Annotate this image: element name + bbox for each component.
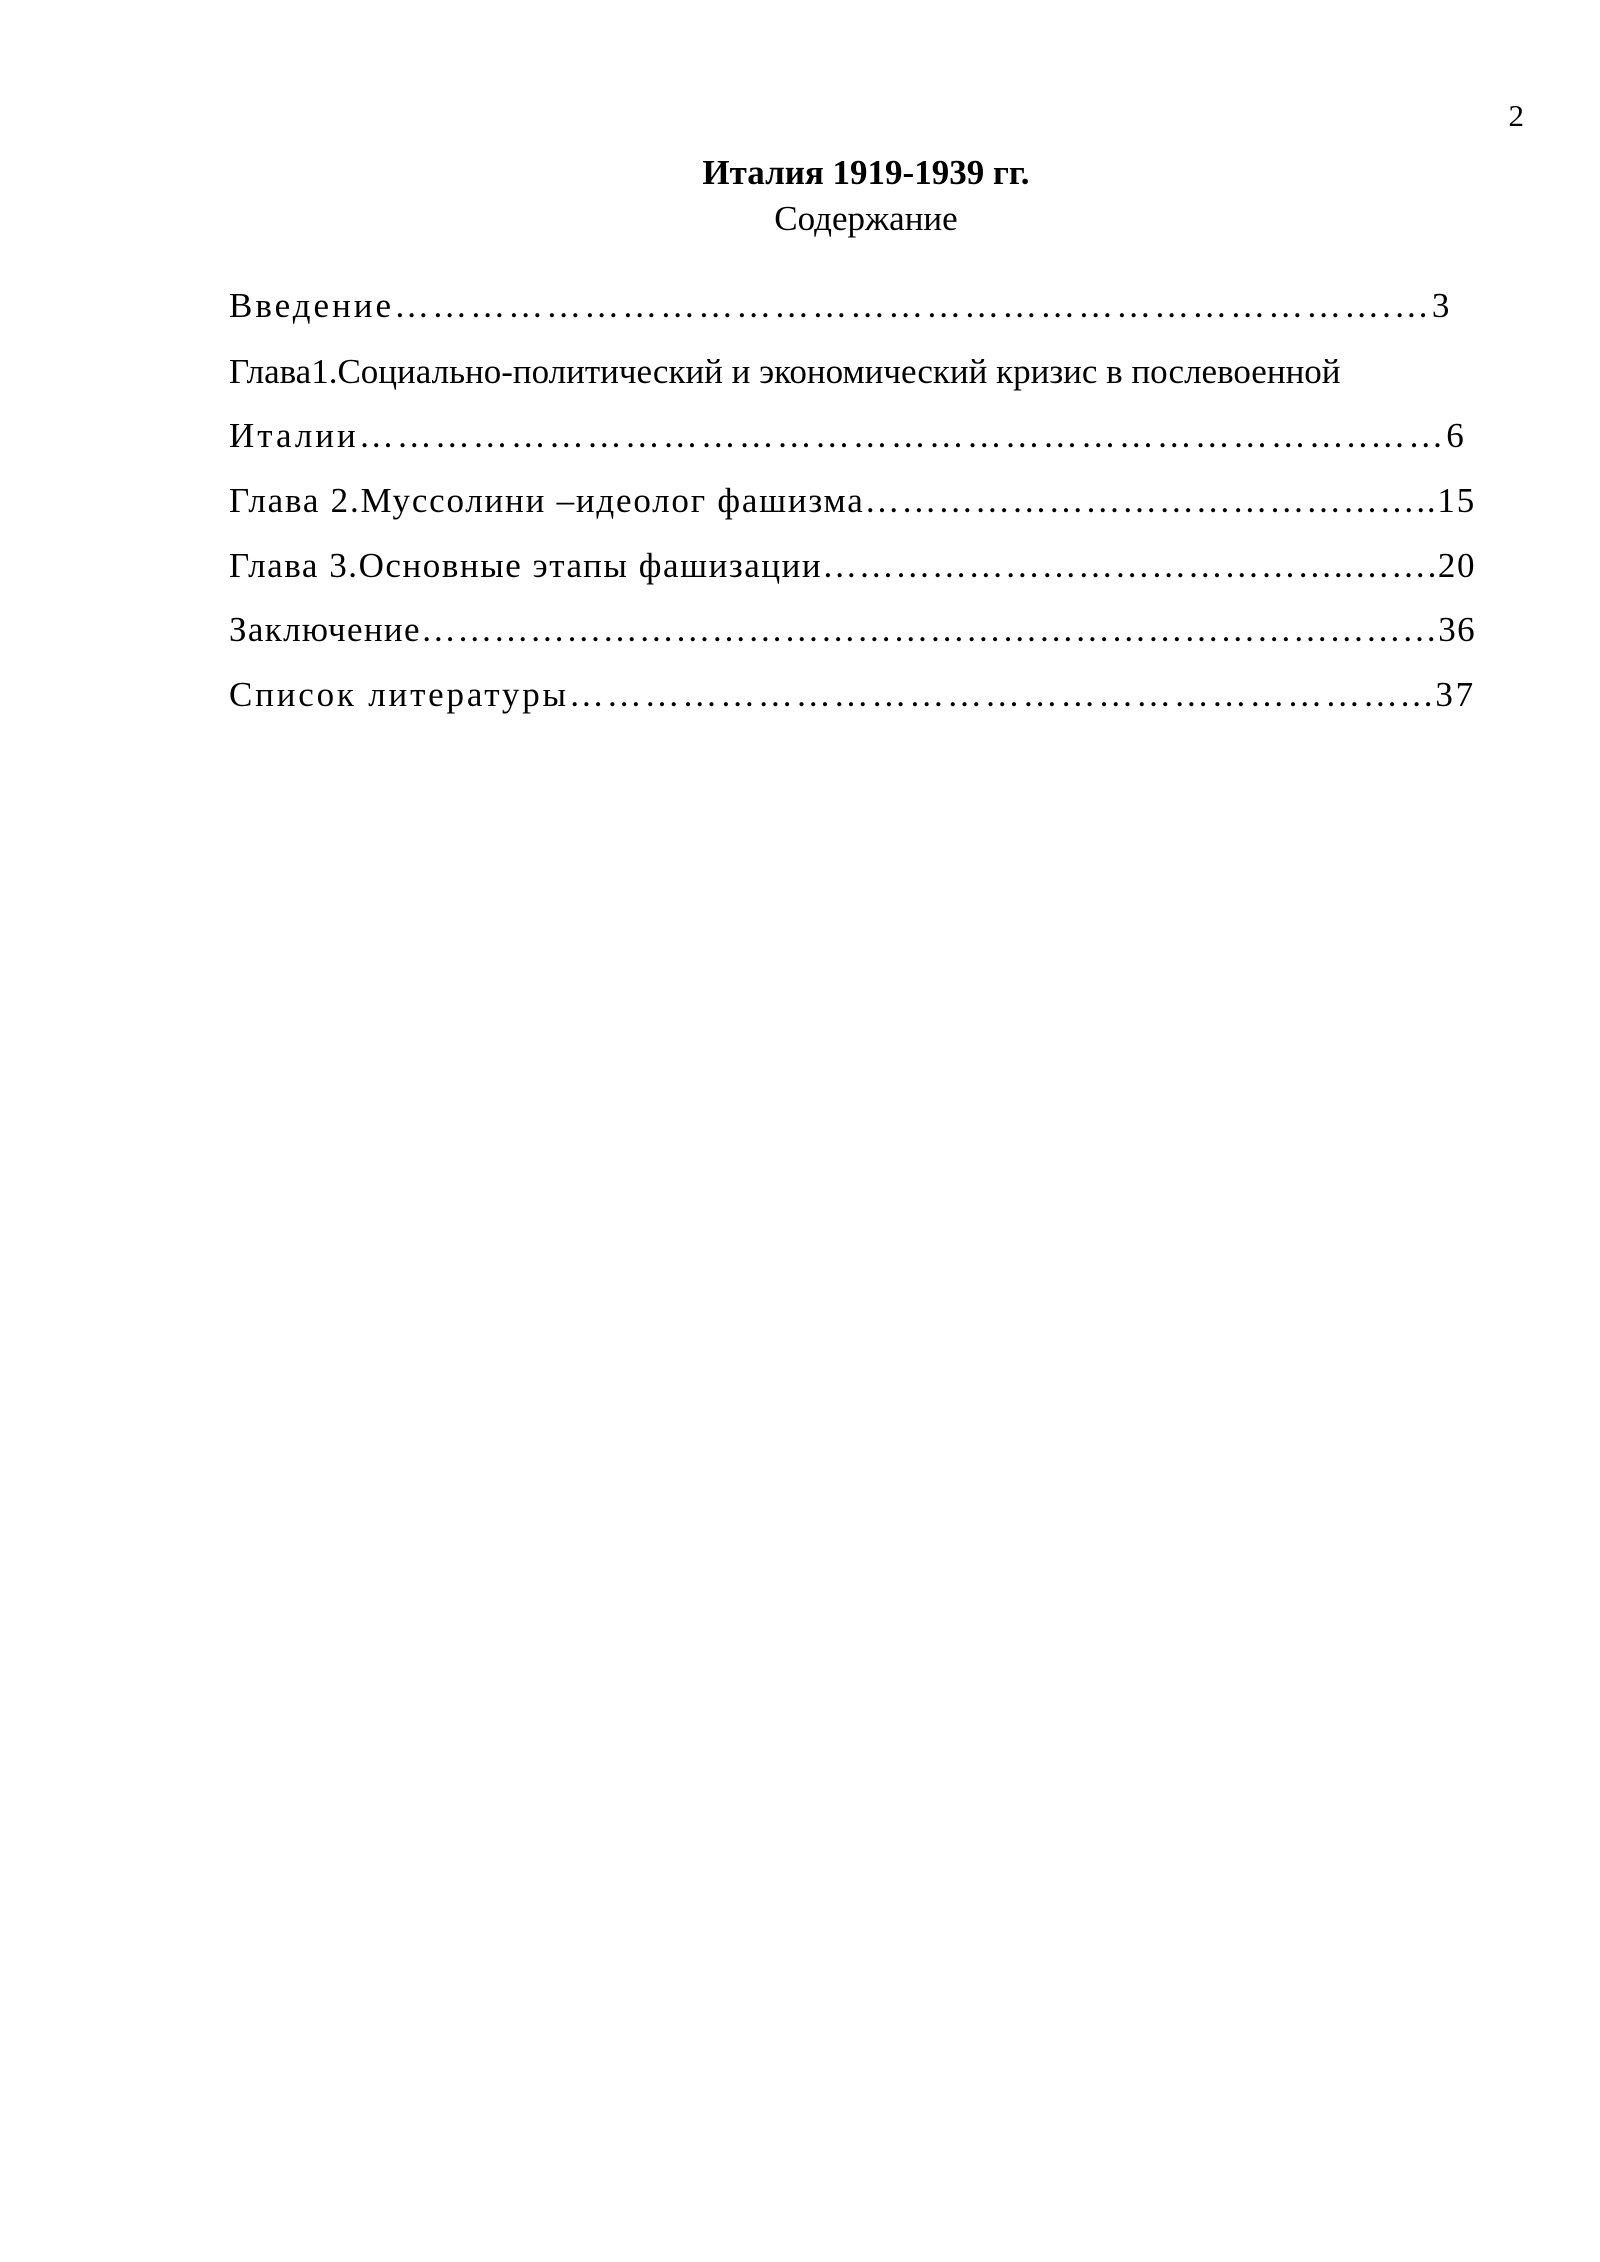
toc-entry-chapter2: Глава 2.Муссолини –идеолог фашизма………………………………………..15 [229, 481, 1476, 520]
toc-entry-chapter1-line2: Италии……………………………………………………………………..……6 [229, 416, 1467, 455]
toc-heading: Содержание [774, 199, 958, 238]
toc-entry-introduction: Введение…………………………………………………………………….…3 [229, 286, 1453, 325]
document-title: Италия 1919-1939 гг. [702, 153, 1030, 192]
toc-entry-chapter1-line1: Глава1.Социально-политический и экономический кризис в послевоенной [229, 352, 1341, 391]
toc-entry-conclusion: Заключение…………………………………………………………………………36 [229, 610, 1476, 649]
page-number: 2 [1508, 98, 1524, 133]
toc-entry-bibliography: Список литературы…………………………………………………………...37 [229, 675, 1476, 714]
toc-entry-chapter3: Глава 3.Основные этапы фашизации……………………………………..…….20 [229, 546, 1476, 585]
